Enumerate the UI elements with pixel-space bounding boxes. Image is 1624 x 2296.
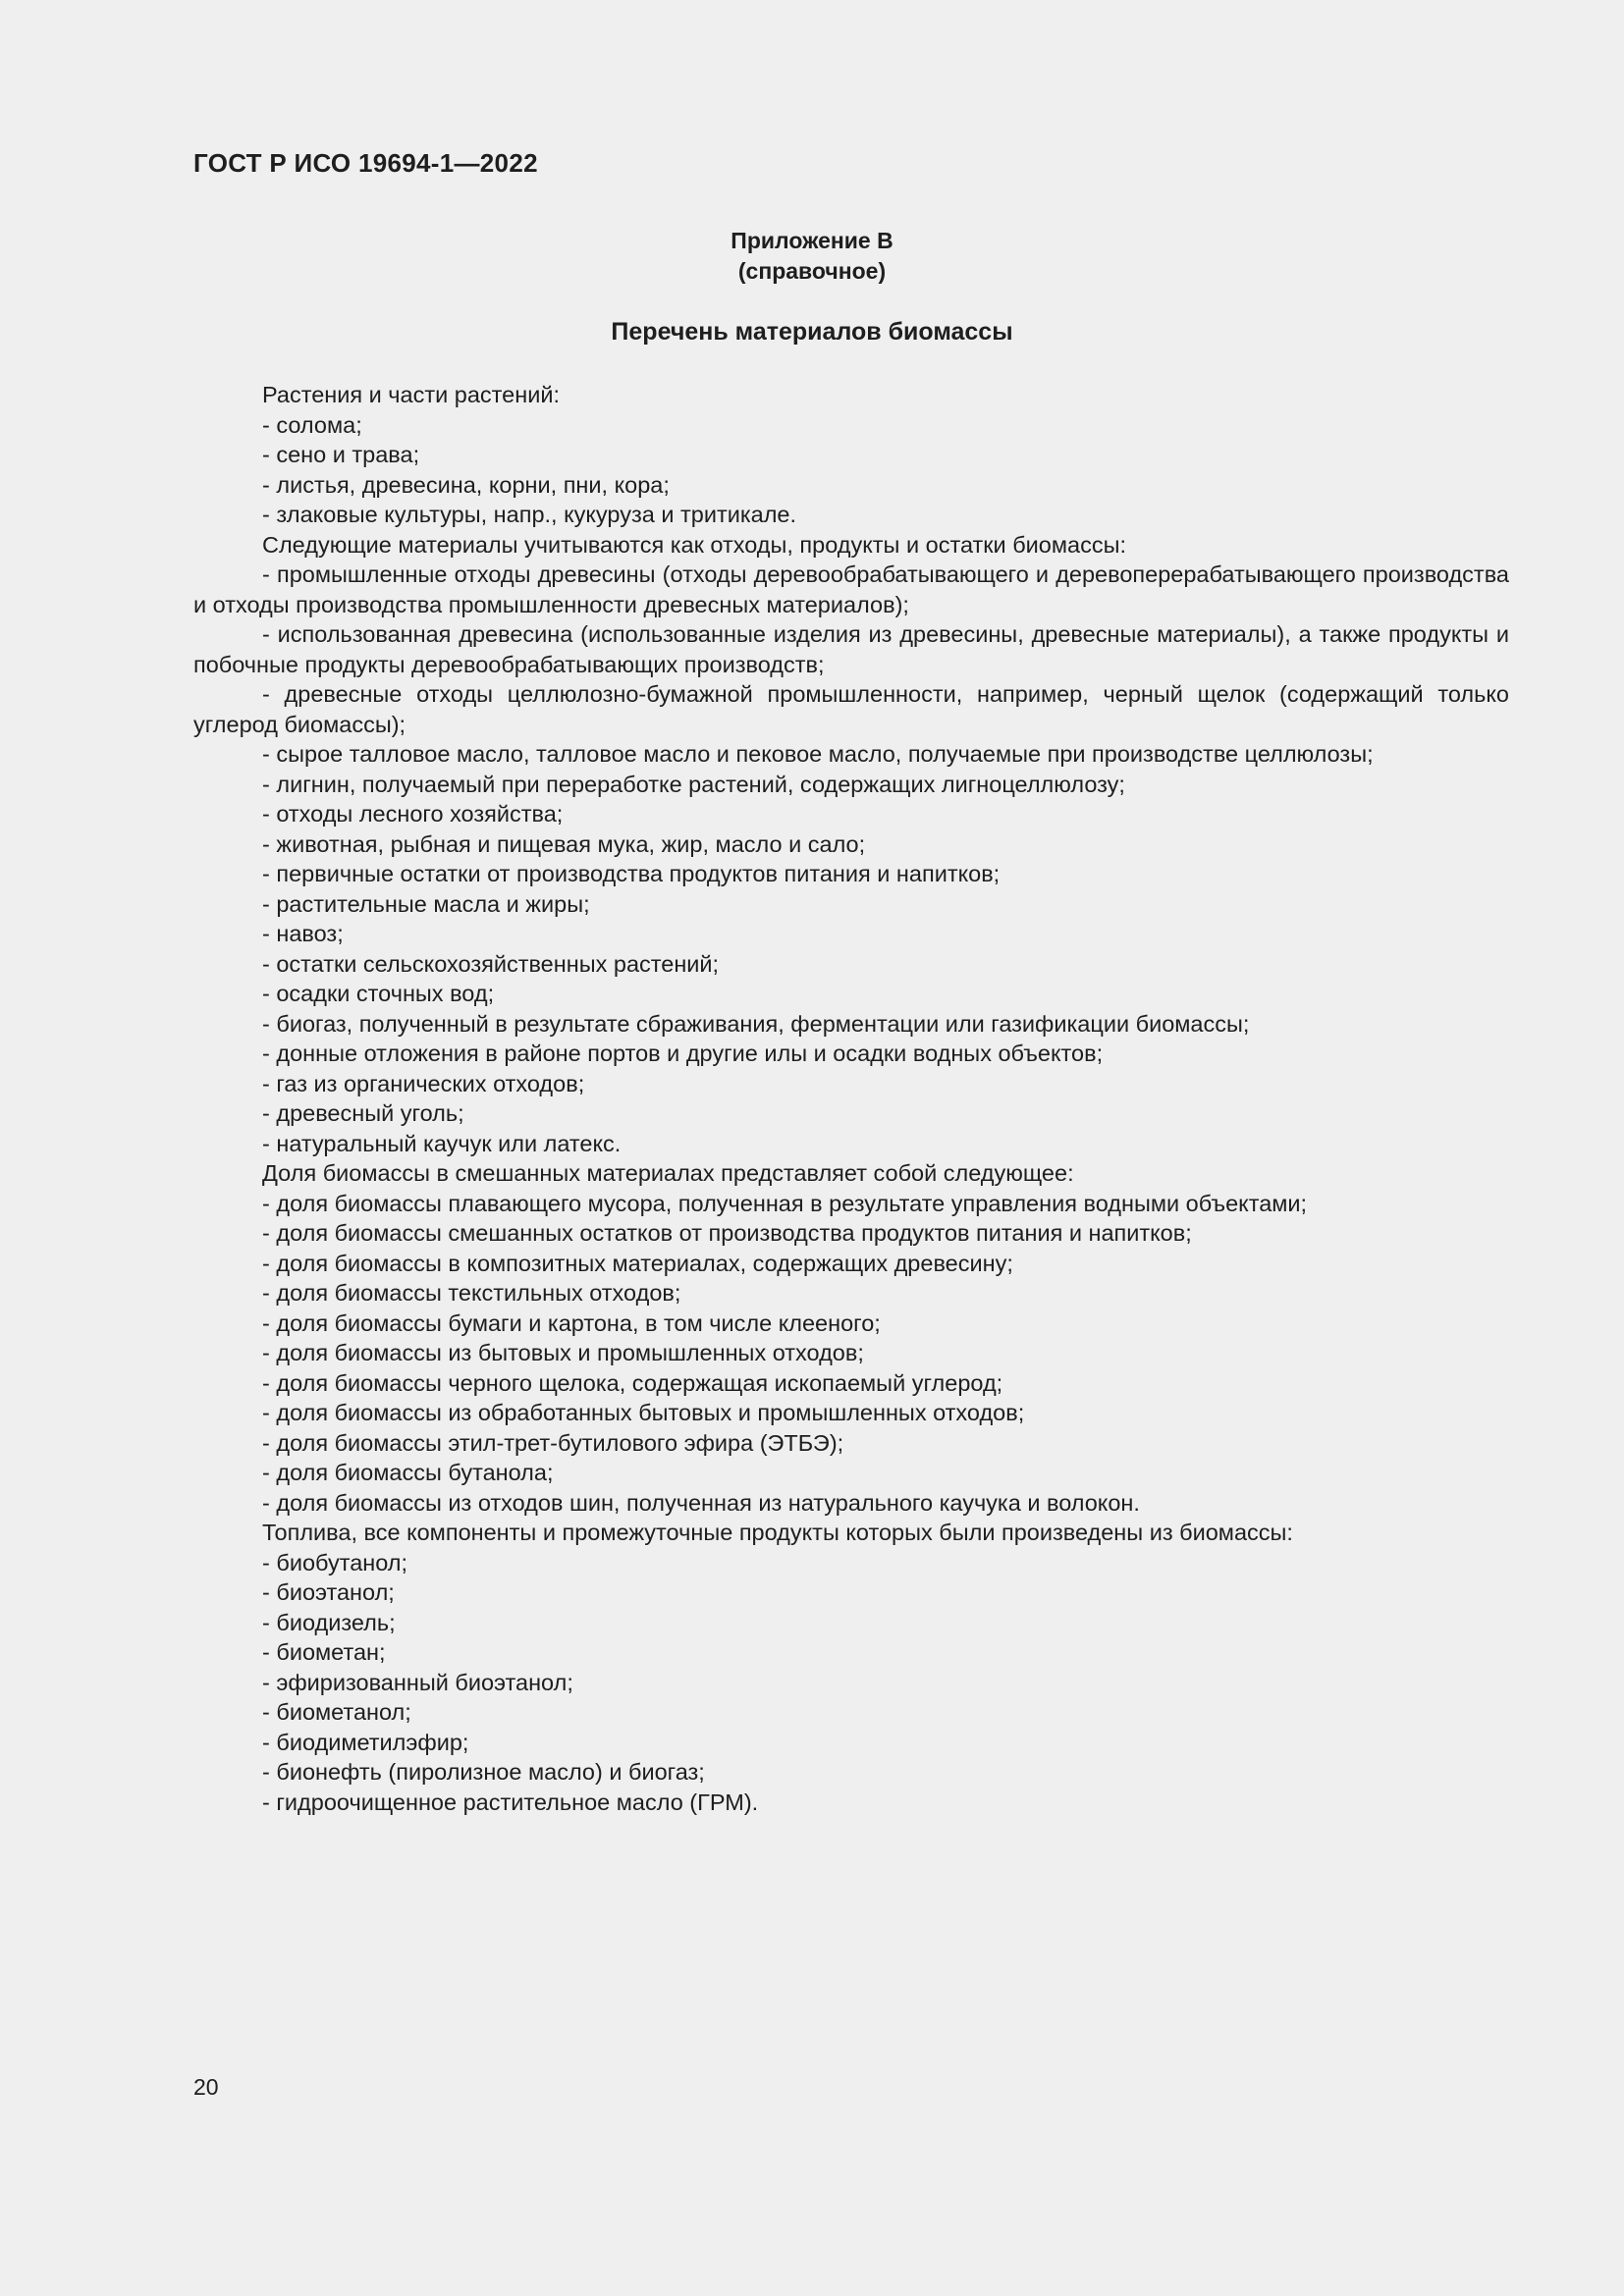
annex-status: (справочное): [737, 258, 887, 284]
body-paragraph: - доля биомассы черного щелока, содержащая ископаемый углерод;: [262, 1369, 1003, 1396]
body-paragraph: - газ из органических отходов;: [262, 1070, 585, 1096]
body-paragraph: - биометан;: [262, 1639, 386, 1665]
body-paragraph: Растения и части растений:: [262, 382, 560, 407]
body-paragraph: - доля биомассы в композитных материалах, содержащих древесину;: [262, 1250, 1013, 1276]
body-paragraph: - доля биомассы бумаги и картона, в том числе клееного;: [262, 1309, 881, 1336]
body-paragraph: - биобутанол;: [262, 1549, 408, 1575]
body-paragraph: - отходы лесного хозяйства;: [262, 801, 564, 827]
body-paragraph: Топлива, все компоненты и промежуточные продукты которых были произведены из биомассы:: [262, 1520, 1293, 1545]
body-paragraph: - биогаз, полученный в результате сбраживания, ферментации или газификации биомассы;: [262, 1010, 1250, 1037]
body-paragraph: Следующие материалы учитываются как отходы, продукты и остатки биомассы:: [262, 531, 1126, 558]
body-paragraph: - древесный уголь;: [262, 1100, 464, 1126]
body-paragraph: - древесные отходы целлюлозно-бумажной промышленности, например, черный щелок (содержащий только углерод биомассы);: [193, 681, 1509, 737]
page-number: 20: [193, 2074, 219, 2100]
body-paragraph: - доля биомассы смешанных остатков от производства продуктов питания и напитков;: [262, 1220, 1192, 1246]
body-paragraph: - первичные остатки от производства продуктов питания и напитков;: [262, 861, 1001, 886]
body-paragraph: - доля биомассы из бытовых и промышленных отходов;: [262, 1340, 864, 1365]
body-paragraph: - эфиризованный биоэтанол;: [262, 1669, 573, 1695]
body-paragraph: - доля биомассы текстильных отходов;: [262, 1280, 681, 1306]
annex-title: Приложение В: [731, 228, 893, 253]
body-paragraph: - биоэтанол;: [262, 1579, 395, 1605]
body-paragraph: - злаковые культуры, напр., кукуруза и тритикале.: [262, 502, 797, 527]
body-paragraph: - растительные масла и жиры;: [262, 890, 590, 917]
annex-heading: [0, 226, 1624, 287]
body-paragraph: - доля биомассы плавающего мусора, полученная в результате управления водными объектами;: [262, 1190, 1308, 1216]
body-paragraph: - сырое талловое масло, талловое масло и пековое масло, получаемые при производстве целлюлозы;: [262, 741, 1374, 767]
body-paragraph: - солома;: [262, 411, 362, 438]
body-paragraph: - бионефть (пиролизное масло) и биогаз;: [262, 1759, 705, 1785]
body-paragraph: - доля биомассы из обработанных бытовых и промышленных отходов;: [262, 1400, 1025, 1425]
body-paragraph: - лигнин, получаемый при переработке растений, содержащих лигноцеллюлозу;: [262, 771, 1125, 797]
body-paragraph: - животная, рыбная и пищевая мука, жир, масло и сало;: [262, 830, 866, 857]
body-paragraph: Доля биомассы в смешанных материалах представляет собой следующее:: [262, 1160, 1074, 1186]
body-paragraph: - донные отложения в районе портов и другие илы и осадки водных объектов;: [262, 1041, 1104, 1066]
document-header: ГОСТ Р ИСО 19694-1—2022: [193, 148, 538, 178]
body-paragraph: - остатки сельскохозяйственных растений;: [262, 950, 720, 977]
body-paragraph: - биодизель;: [262, 1609, 396, 1635]
body-paragraph: - использованная древесина (использованные изделия из древесины, древесные материалы), а также продукты и побочные продукты деревообрабатывающих производств;: [193, 621, 1509, 677]
body-paragraph: - осадки сточных вод;: [262, 981, 495, 1006]
body-paragraph: - листья, древесина, корни, пни, кора;: [262, 471, 670, 498]
body-paragraph: - промышленные отходы древесины (отходы деревообрабатывающего и деревоперерабатывающего производства и отходы производства промышленности древесных материалов);: [193, 561, 1509, 617]
body-paragraph: - биометанол;: [262, 1699, 411, 1725]
body-paragraph: - доля биомассы из отходов шин, полученная из натурального каучука и волокон.: [262, 1489, 1140, 1516]
body-paragraph: - гидроочищенное растительное масло (ГРМ).: [262, 1789, 759, 1815]
body-text: [193, 380, 1509, 1817]
body-paragraph: - доля биомассы этил-трет-бутилового эфира (ЭТБЭ);: [262, 1429, 844, 1456]
body-paragraph: - сено и трава;: [262, 442, 420, 467]
body-paragraph: - натуральный каучук или латекс.: [262, 1130, 622, 1156]
body-paragraph: - навоз;: [262, 921, 344, 946]
section-title: Перечень материалов биомассы: [611, 318, 1013, 346]
body-paragraph: - доля биомассы бутанола;: [262, 1460, 554, 1485]
body-paragraph: - биодиметилэфир;: [262, 1729, 469, 1755]
